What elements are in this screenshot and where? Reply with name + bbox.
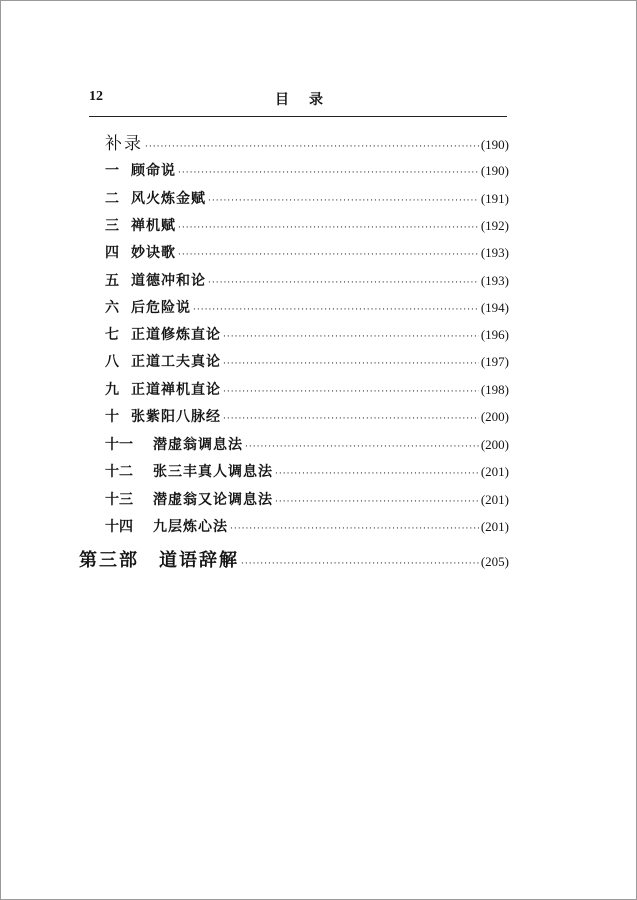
dot-leader: [193, 305, 479, 315]
dot-leader: [241, 559, 479, 569]
dot-leader: [275, 469, 479, 479]
dot-leader: [145, 142, 479, 152]
toc-entry-page: (196): [480, 327, 509, 342]
toc-entry: [105, 351, 509, 373]
toc-entry-number: 六: [105, 300, 119, 316]
dot-leader: [178, 168, 479, 178]
toc-part-number: 第三部: [79, 550, 139, 571]
toc-entry-number: 一: [105, 163, 119, 179]
toc-entry-page: (198): [480, 382, 509, 397]
toc-entry-title: 潜虚翁调息法: [153, 437, 243, 453]
toc-entry-page: (192): [480, 218, 509, 233]
dot-leader: [208, 278, 479, 288]
toc-entry-supplement: [105, 129, 509, 154]
toc-entry-title: 正道禅机直论: [131, 382, 221, 398]
toc-entry-number: 十: [105, 409, 119, 425]
toc-entry-title: 风火炼金赋: [131, 191, 206, 207]
toc-entry: [105, 461, 509, 483]
toc-entry-page: (194): [480, 300, 509, 315]
toc-entry: [105, 434, 509, 456]
toc-entry-title: 妙诀歌: [131, 245, 176, 261]
toc-entry-page: (201): [480, 464, 509, 479]
toc-entry-title: 张紫阳八脉经: [131, 409, 221, 425]
toc-entry-title: 禅机赋: [131, 218, 176, 234]
toc-entry-page: (201): [480, 519, 509, 534]
dot-leader: [223, 332, 479, 342]
dot-leader: [245, 442, 479, 452]
toc-entry-page: (201): [480, 492, 509, 507]
toc-entry: [105, 297, 509, 319]
toc-entry-title: 补录: [105, 134, 143, 154]
toc-entry-title: 道德冲和论: [131, 273, 206, 289]
toc-entry-number: 九: [105, 382, 119, 398]
dot-leader: [178, 223, 479, 233]
page-number: 12: [89, 89, 103, 104]
toc-entry: [105, 516, 509, 538]
toc-entry-page: (205): [480, 554, 509, 569]
toc-entry-title: 顾命说: [131, 163, 176, 179]
toc-entry-title: 张三丰真人调息法: [153, 464, 273, 480]
toc-entry-page: (190): [480, 137, 509, 152]
toc-entry-title: 道语辞解: [159, 550, 239, 571]
toc-entry-page: (190): [480, 163, 509, 178]
toc-entry-number: 八: [105, 354, 119, 370]
toc-entry: [105, 188, 509, 210]
toc-entry-page: (193): [480, 245, 509, 260]
header-rule: [89, 116, 507, 117]
toc-entry-number: 十三: [105, 492, 133, 508]
toc-entry-number: 七: [105, 327, 119, 343]
toc-entry-part: [79, 546, 509, 571]
dot-leader: [223, 414, 479, 424]
toc-entry-title: 潜虚翁又论调息法: [153, 492, 273, 508]
toc-entry: [105, 379, 509, 401]
dot-leader: [275, 497, 479, 507]
toc-entry: [105, 489, 509, 511]
toc-entry: [105, 242, 509, 264]
toc-entry-page: (200): [480, 437, 509, 452]
toc-entry-number: 五: [105, 273, 119, 289]
toc-entry: [105, 406, 509, 428]
toc-entry-title: 九层炼心法: [153, 519, 228, 535]
toc-entry-page: (200): [480, 409, 509, 424]
toc-entry-title: 正道修炼直论: [131, 327, 221, 343]
toc-entry-page: (191): [480, 191, 509, 206]
toc-entry-page: (193): [480, 273, 509, 288]
toc-entry: [105, 270, 509, 292]
toc-entry-number: 二: [105, 191, 119, 207]
toc-entry-number: 十一: [105, 437, 133, 453]
toc-entry: [105, 160, 509, 182]
toc-entry-title: 正道工夫真论: [131, 354, 221, 370]
dot-leader: [178, 250, 479, 260]
dot-leader: [223, 359, 479, 369]
toc-entry-title: 后危险说: [131, 300, 191, 316]
toc-entry: [105, 215, 509, 237]
dot-leader: [208, 196, 479, 206]
toc-entry-number: 十四: [105, 519, 133, 535]
dot-leader: [230, 524, 479, 534]
dot-leader: [223, 387, 479, 397]
running-title: 目录: [275, 92, 343, 108]
toc-entry-number: 四: [105, 245, 119, 261]
toc-entry-page: (197): [480, 354, 509, 369]
toc-entry: [105, 324, 509, 346]
toc-entry-number: 三: [105, 218, 119, 234]
toc-entry-number: 十二: [105, 464, 133, 480]
page-header: [89, 87, 507, 109]
